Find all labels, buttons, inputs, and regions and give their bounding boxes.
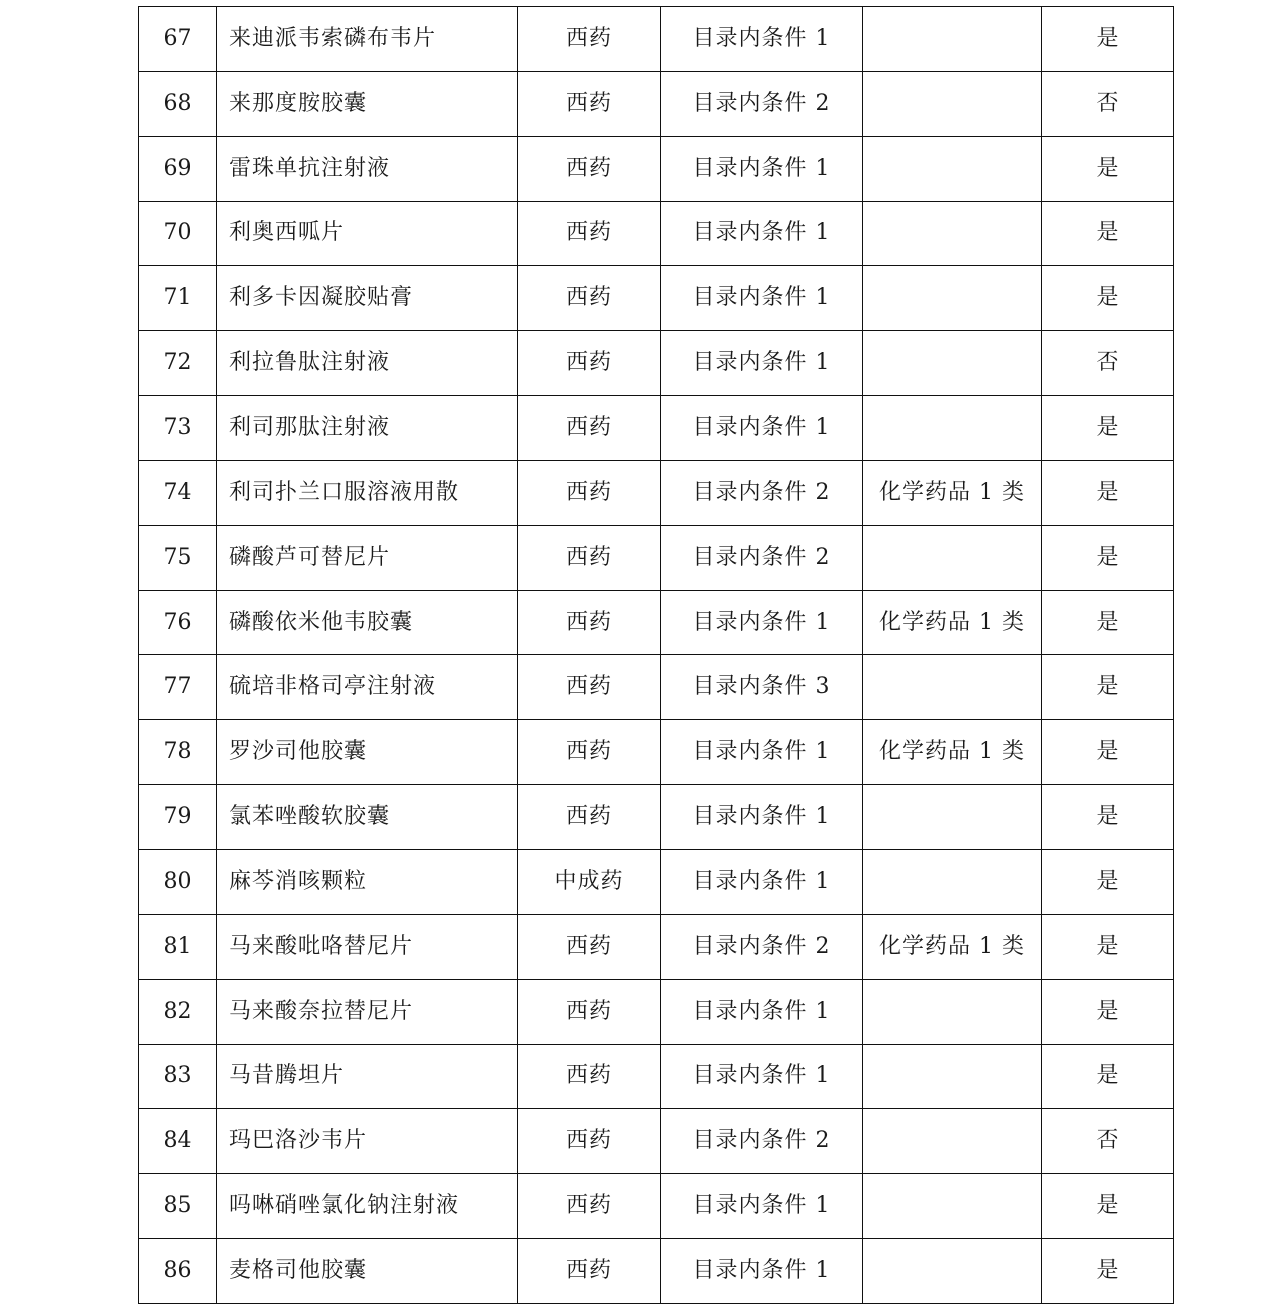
- catalog-condition-cell: 目录内条件 3: [661, 655, 863, 720]
- flag-cell: 是: [1042, 979, 1174, 1044]
- drug-class-note-cell: [863, 849, 1042, 914]
- drug-name-cell: 磷酸芦可替尼片: [217, 525, 518, 590]
- row-number-cell: 73: [139, 396, 217, 461]
- drug-name-cell: 吗啉硝唑氯化钠注射液: [217, 1174, 518, 1239]
- table-row: [139, 136, 1174, 201]
- drug-type-cell: 西药: [518, 979, 661, 1044]
- table-row: [139, 655, 1174, 720]
- flag-cell: 否: [1042, 331, 1174, 396]
- drug-name-cell: 罗沙司他胶囊: [217, 720, 518, 785]
- row-number-cell: 72: [139, 331, 217, 396]
- table-body: [139, 7, 1174, 1304]
- drug-class-note-cell: [863, 266, 1042, 331]
- drug-class-note-cell: [863, 1174, 1042, 1239]
- flag-cell: 是: [1042, 396, 1174, 461]
- drug-type-cell: 西药: [518, 1109, 661, 1174]
- catalog-condition-cell: 目录内条件 2: [661, 525, 863, 590]
- catalog-condition-cell: 目录内条件 1: [661, 1239, 863, 1304]
- table-row: [139, 460, 1174, 525]
- row-number-cell: 75: [139, 525, 217, 590]
- flag-cell: 是: [1042, 655, 1174, 720]
- catalog-condition-cell: 目录内条件 1: [661, 7, 863, 72]
- drug-type-cell: 西药: [518, 1174, 661, 1239]
- drug-type-cell: 西药: [518, 266, 661, 331]
- drug-class-note-cell: [863, 979, 1042, 1044]
- drug-type-cell: 西药: [518, 525, 661, 590]
- catalog-condition-cell: 目录内条件 1: [661, 785, 863, 850]
- table-row: [139, 7, 1174, 72]
- flag-cell: 是: [1042, 914, 1174, 979]
- drug-class-note-cell: [863, 396, 1042, 461]
- table-row: [139, 590, 1174, 655]
- drug-name-cell: 利司那肽注射液: [217, 396, 518, 461]
- flag-cell: 是: [1042, 136, 1174, 201]
- drug-class-note-cell: [863, 525, 1042, 590]
- drug-class-note-cell: [863, 1109, 1042, 1174]
- flag-cell: 是: [1042, 525, 1174, 590]
- table-row: [139, 201, 1174, 266]
- drug-type-cell: 西药: [518, 201, 661, 266]
- row-number-cell: 86: [139, 1239, 217, 1304]
- table-row: [139, 71, 1174, 136]
- table-row: [139, 266, 1174, 331]
- drug-class-note-cell: 化学药品 1 类: [863, 914, 1042, 979]
- catalog-condition-cell: 目录内条件 1: [661, 979, 863, 1044]
- drug-type-cell: 西药: [518, 460, 661, 525]
- catalog-condition-cell: 目录内条件 1: [661, 201, 863, 266]
- drug-class-note-cell: [863, 331, 1042, 396]
- table-row: [139, 785, 1174, 850]
- flag-cell: 是: [1042, 1174, 1174, 1239]
- drug-class-note-cell: [863, 785, 1042, 850]
- drug-class-note-cell: [863, 1239, 1042, 1304]
- drug-name-cell: 玛巴洛沙韦片: [217, 1109, 518, 1174]
- table-row: [139, 1044, 1174, 1109]
- drug-class-note-cell: 化学药品 1 类: [863, 720, 1042, 785]
- row-number-cell: 67: [139, 7, 217, 72]
- row-number-cell: 79: [139, 785, 217, 850]
- drug-type-cell: 西药: [518, 396, 661, 461]
- flag-cell: 是: [1042, 266, 1174, 331]
- catalog-condition-cell: 目录内条件 1: [661, 849, 863, 914]
- catalog-condition-cell: 目录内条件 1: [661, 1174, 863, 1239]
- drug-type-cell: 西药: [518, 71, 661, 136]
- drug-name-cell: 利奥西呱片: [217, 201, 518, 266]
- row-number-cell: 84: [139, 1109, 217, 1174]
- drug-type-cell: 西药: [518, 136, 661, 201]
- table-row: [139, 979, 1174, 1044]
- catalog-condition-cell: 目录内条件 2: [661, 460, 863, 525]
- flag-cell: 是: [1042, 1239, 1174, 1304]
- flag-cell: 是: [1042, 720, 1174, 785]
- drug-type-cell: 西药: [518, 914, 661, 979]
- row-number-cell: 85: [139, 1174, 217, 1239]
- drug-name-cell: 来那度胺胶囊: [217, 71, 518, 136]
- drug-name-cell: 氯苯唑酸软胶囊: [217, 785, 518, 850]
- drug-type-cell: 西药: [518, 7, 661, 72]
- row-number-cell: 68: [139, 71, 217, 136]
- drug-list-table: [138, 6, 1174, 1304]
- flag-cell: 是: [1042, 7, 1174, 72]
- drug-class-note-cell: [863, 1044, 1042, 1109]
- table-row: [139, 720, 1174, 785]
- drug-class-note-cell: [863, 201, 1042, 266]
- table-row: [139, 849, 1174, 914]
- drug-class-note-cell: [863, 71, 1042, 136]
- flag-cell: 是: [1042, 590, 1174, 655]
- drug-class-note-cell: [863, 136, 1042, 201]
- drug-type-cell: 西药: [518, 785, 661, 850]
- drug-type-cell: 西药: [518, 1044, 661, 1109]
- row-number-cell: 83: [139, 1044, 217, 1109]
- drug-class-note-cell: [863, 7, 1042, 72]
- row-number-cell: 74: [139, 460, 217, 525]
- drug-type-cell: 西药: [518, 655, 661, 720]
- drug-name-cell: 来迪派韦索磷布韦片: [217, 7, 518, 72]
- drug-name-cell: 磷酸依米他韦胶囊: [217, 590, 518, 655]
- catalog-condition-cell: 目录内条件 2: [661, 71, 863, 136]
- drug-name-cell: 马昔腾坦片: [217, 1044, 518, 1109]
- table-row: [139, 1239, 1174, 1304]
- drug-name-cell: 雷珠单抗注射液: [217, 136, 518, 201]
- drug-name-cell: 马来酸吡咯替尼片: [217, 914, 518, 979]
- drug-name-cell: 马来酸奈拉替尼片: [217, 979, 518, 1044]
- drug-name-cell: 利多卡因凝胶贴膏: [217, 266, 518, 331]
- drug-type-cell: 西药: [518, 590, 661, 655]
- drug-type-cell: 中成药: [518, 849, 661, 914]
- drug-name-cell: 麻芩消咳颗粒: [217, 849, 518, 914]
- row-number-cell: 77: [139, 655, 217, 720]
- drug-name-cell: 利司扑兰口服溶液用散: [217, 460, 518, 525]
- flag-cell: 是: [1042, 785, 1174, 850]
- drug-class-note-cell: 化学药品 1 类: [863, 460, 1042, 525]
- flag-cell: 是: [1042, 849, 1174, 914]
- drug-class-note-cell: [863, 655, 1042, 720]
- drug-type-cell: 西药: [518, 331, 661, 396]
- flag-cell: 否: [1042, 71, 1174, 136]
- row-number-cell: 81: [139, 914, 217, 979]
- catalog-condition-cell: 目录内条件 1: [661, 720, 863, 785]
- drug-name-cell: 麦格司他胶囊: [217, 1239, 518, 1304]
- row-number-cell: 82: [139, 979, 217, 1044]
- row-number-cell: 71: [139, 266, 217, 331]
- catalog-condition-cell: 目录内条件 1: [661, 396, 863, 461]
- table-row: [139, 525, 1174, 590]
- flag-cell: 是: [1042, 1044, 1174, 1109]
- row-number-cell: 70: [139, 201, 217, 266]
- catalog-condition-cell: 目录内条件 1: [661, 266, 863, 331]
- row-number-cell: 69: [139, 136, 217, 201]
- table-row: [139, 1174, 1174, 1239]
- catalog-condition-cell: 目录内条件 1: [661, 590, 863, 655]
- catalog-condition-cell: 目录内条件 1: [661, 1044, 863, 1109]
- drug-class-note-cell: 化学药品 1 类: [863, 590, 1042, 655]
- table-row: [139, 1109, 1174, 1174]
- flag-cell: 是: [1042, 201, 1174, 266]
- table-row: [139, 396, 1174, 461]
- catalog-condition-cell: 目录内条件 1: [661, 331, 863, 396]
- drug-name-cell: 硫培非格司亭注射液: [217, 655, 518, 720]
- row-number-cell: 78: [139, 720, 217, 785]
- catalog-condition-cell: 目录内条件 2: [661, 914, 863, 979]
- row-number-cell: 80: [139, 849, 217, 914]
- catalog-condition-cell: 目录内条件 1: [661, 136, 863, 201]
- drug-type-cell: 西药: [518, 720, 661, 785]
- drug-type-cell: 西药: [518, 1239, 661, 1304]
- drug-name-cell: 利拉鲁肽注射液: [217, 331, 518, 396]
- row-number-cell: 76: [139, 590, 217, 655]
- table-row: [139, 331, 1174, 396]
- catalog-condition-cell: 目录内条件 2: [661, 1109, 863, 1174]
- flag-cell: 是: [1042, 460, 1174, 525]
- table-row: [139, 914, 1174, 979]
- flag-cell: 否: [1042, 1109, 1174, 1174]
